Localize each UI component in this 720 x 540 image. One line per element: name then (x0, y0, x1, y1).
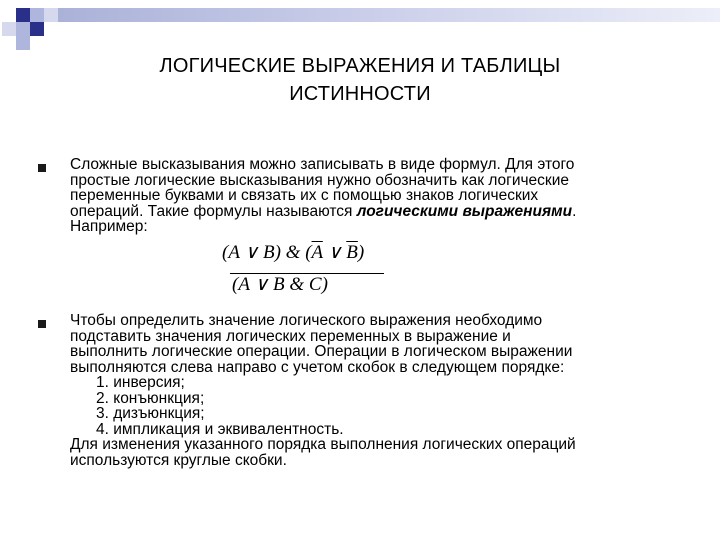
negated-var: $\overline{B}$ (346, 242, 358, 263)
text-segment: . (572, 202, 577, 220)
negated-expression: A ∨ B & C (238, 274, 322, 295)
list-item: 1. инверсия; (96, 374, 185, 391)
title-line-2: ИСТИННОСТИ (289, 83, 431, 105)
text-line: Например: (70, 218, 148, 235)
list-item: 2. конъюнкция; (96, 389, 205, 407)
text-line: Чтобы определить значение логического выражения необходимо (70, 312, 543, 329)
formula-part: ) (321, 274, 328, 295)
formula-denominator (222, 272, 442, 298)
formula-numerator (222, 240, 442, 266)
formula-part: ) (357, 242, 365, 263)
text-segment: операций. Такие формулы называются (70, 202, 357, 220)
title-line-1: ЛОГИЧЕСКИЕ ВЫРАЖЕНИЯ И ТАБЛИЦЫ (159, 55, 561, 77)
bullet-square-icon (38, 164, 46, 172)
list-item: 4. импликация и эквивалентность. (96, 420, 344, 438)
text-line: Сложные высказывания можно записывать в виде формул. Для этого (70, 156, 575, 173)
bullet-1-text (70, 157, 670, 235)
text-line: выполняются слева направо с учетом скобок в следующем порядке: (70, 358, 565, 376)
top-gradient-bar (58, 8, 720, 22)
text-line: переменные буквами и связать их с помощью знаков логических (70, 187, 539, 204)
formula-part: ∨ (322, 242, 347, 263)
formula (222, 240, 442, 298)
text-line: используются круглые скобки. (70, 451, 287, 469)
text-line (70, 204, 670, 220)
list-item: 3. дизъюнкция; (96, 405, 205, 422)
text-line: Для изменения указанного порядка выполнения логических операций (70, 436, 576, 453)
bullet-square-icon (38, 320, 46, 328)
negated-var: $\overline{A}$ (311, 242, 323, 263)
text-line: подставить значения логических переменных в выражение и (70, 327, 511, 345)
bullet-2-text (70, 313, 670, 468)
formula-part: ( (232, 274, 239, 295)
emphasis-term: логическими выражениями (356, 202, 573, 220)
text-line: выполнить логические операции. Операции в логическом выражении (70, 343, 573, 360)
text-line: простые логические высказывания нужно обозначить как логические (70, 171, 569, 189)
fraction-rule (230, 273, 384, 274)
slide-title (60, 52, 660, 108)
formula-part: (A ∨ B) & ( (222, 242, 312, 263)
